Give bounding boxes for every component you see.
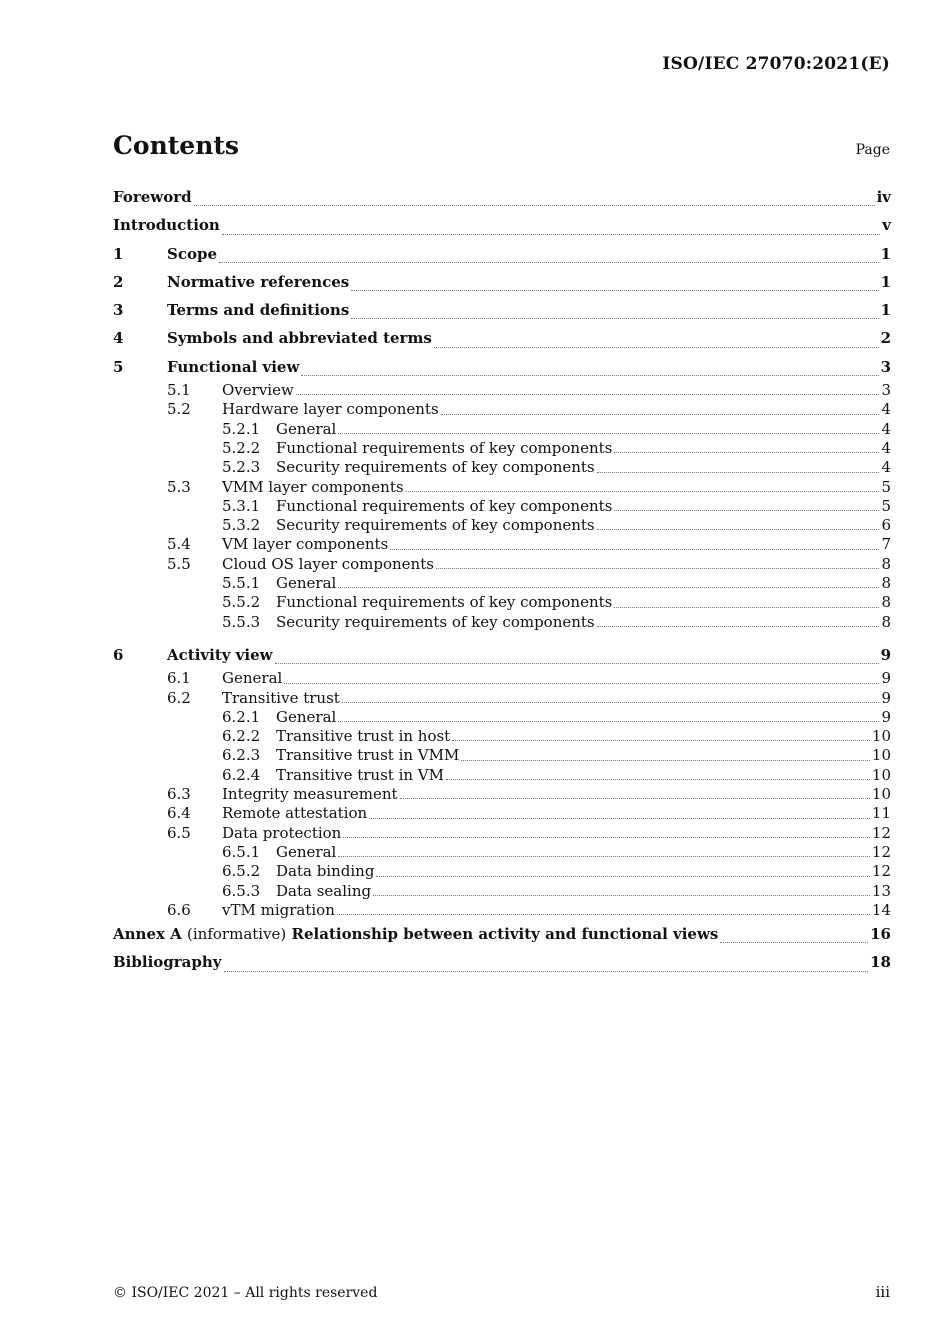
document-id: ISO/IEC 27070:2021(E)	[662, 54, 890, 74]
toc-entry-number: 5.1	[167, 381, 191, 400]
page-column-label: Page	[855, 142, 890, 158]
toc-entry-number: 5.4	[167, 535, 191, 554]
toc-entry-page: 10	[871, 746, 891, 765]
dot-leader	[338, 433, 879, 434]
toc-entry[interactable]	[113, 516, 891, 535]
toc-entry-title: Terms and definitions	[167, 301, 350, 320]
toc-entry-number: 5.5	[167, 554, 191, 573]
annex-title: Relationship between activity and functional views	[291, 925, 719, 944]
dot-leader	[452, 740, 870, 741]
toc-entry-page: 3	[881, 381, 891, 400]
toc-entry[interactable]	[113, 593, 891, 612]
toc-entry-number: 4	[113, 329, 124, 348]
toc-entry-number: 5	[113, 357, 124, 376]
toc-entry-title: vTM migration	[222, 900, 335, 919]
toc-entry-title: Remote attestation	[222, 804, 368, 823]
toc-entry-title: VM layer components	[222, 535, 389, 554]
toc-entry-number: 6.1	[167, 669, 191, 688]
toc-entry-number: 5.2	[167, 400, 191, 419]
toc-entry-title: Overview	[222, 381, 294, 400]
toc-entry[interactable]	[113, 268, 891, 296]
toc-entry-title: Data sealing	[276, 881, 372, 900]
toc-entry-number: 5.5.2	[222, 593, 261, 612]
annex-label: Annex A	[113, 925, 182, 944]
toc-entry-number: 5.5.1	[222, 574, 261, 593]
toc-entry-title: Data binding	[276, 862, 375, 881]
dot-leader	[614, 510, 879, 511]
toc-entry[interactable]	[113, 901, 891, 920]
toc-entry-number: 6.3	[167, 785, 191, 804]
toc-entry-page: 8	[881, 612, 891, 631]
table-of-contents	[113, 183, 891, 977]
toc-entry-page: 10	[871, 727, 891, 746]
dot-leader	[224, 971, 869, 972]
toc-entry[interactable]	[113, 689, 891, 708]
toc-entry-page: 18	[870, 953, 891, 972]
toc-entry-number: 1	[113, 244, 124, 263]
toc-entry-number: 5.2.2	[222, 438, 261, 457]
toc-entry-title: Functional requirements of key components	[276, 438, 613, 457]
toc-entry[interactable]	[113, 669, 891, 688]
toc-entry[interactable]	[113, 420, 891, 439]
toc-entry-title: Symbols and abbreviated terms	[167, 329, 432, 348]
toc-entry-title: Functional requirements of key components	[276, 496, 613, 515]
toc-entry-number: 6	[113, 645, 124, 664]
dot-leader	[219, 262, 879, 263]
toc-entry[interactable]	[113, 785, 891, 804]
toc-entry-number: 6.4	[167, 804, 191, 823]
toc-entry[interactable]	[113, 211, 891, 239]
toc-entry-number: 5.3	[167, 477, 191, 496]
toc-entry-number: 6.2.4	[222, 765, 261, 784]
toc-entry[interactable]	[113, 746, 891, 765]
toc-entry-page: 8	[881, 574, 891, 593]
toc-entry[interactable]	[113, 296, 891, 324]
dot-leader	[369, 818, 870, 819]
toc-entry[interactable]	[113, 381, 891, 400]
toc-entry-number: 5.2.3	[222, 458, 261, 477]
toc-entry[interactable]	[113, 824, 891, 843]
dot-leader	[446, 779, 870, 780]
dot-leader	[351, 290, 878, 291]
toc-entry[interactable]	[113, 183, 891, 211]
toc-entry[interactable]	[113, 727, 891, 746]
toc-entry-title: Transitive trust in host	[276, 727, 451, 746]
toc-entry-page: 4	[881, 458, 891, 477]
page-title: Contents	[113, 131, 240, 160]
dot-leader	[400, 798, 870, 799]
toc-entry-annex-a[interactable]	[113, 920, 891, 948]
dot-leader	[338, 721, 879, 722]
toc-entry-page: 10	[871, 765, 891, 784]
toc-entry-page: 3	[880, 357, 891, 376]
toc-entry-title: Functional view	[167, 357, 300, 376]
dot-leader	[597, 472, 880, 473]
toc-entry-title: Transitive trust in VM	[276, 765, 444, 784]
dot-leader	[342, 702, 880, 703]
toc-entry-title: Introduction	[113, 216, 220, 235]
dot-leader	[436, 568, 880, 569]
toc-entry-page: 9	[881, 669, 891, 688]
toc-entry[interactable]	[113, 324, 891, 352]
toc-entry-title: Activity view	[167, 645, 273, 664]
dot-leader	[720, 942, 868, 943]
toc-entry-number: 6.6	[167, 900, 191, 919]
toc-entry[interactable]	[113, 804, 891, 823]
toc-entry-title: Scope	[167, 244, 218, 263]
dot-leader	[343, 837, 870, 838]
toc-entry[interactable]	[113, 882, 891, 901]
toc-entry-number: 5.2.1	[222, 419, 261, 438]
dot-leader	[275, 663, 879, 664]
dot-leader	[597, 626, 880, 627]
toc-entry-page: 8	[881, 593, 891, 612]
toc-entry-number: 6.2.2	[222, 727, 261, 746]
toc-entry-number: 6.5.1	[222, 842, 261, 861]
toc-entry[interactable]	[113, 458, 891, 477]
toc-entry-page: 1	[880, 244, 891, 263]
toc-entry[interactable]	[113, 240, 891, 268]
dot-leader	[296, 394, 880, 395]
toc-entry-page: v	[882, 216, 891, 235]
toc-entry-page: 14	[871, 900, 891, 919]
toc-entry-page: 12	[871, 823, 891, 842]
toc-entry-number: 6.5.2	[222, 862, 261, 881]
toc-entry-page: 16	[870, 925, 891, 944]
toc-entry-page: 7	[881, 535, 891, 554]
toc-entry-page: 1	[880, 272, 891, 291]
toc-entry-title: Data protection	[222, 823, 342, 842]
toc-entry-title: Functional requirements of key components	[276, 593, 613, 612]
toc-entry-title	[113, 920, 718, 948]
toc-entry-page: 2	[880, 329, 891, 348]
toc-entry[interactable]	[113, 555, 891, 574]
toc-entry-title: Cloud OS layer components	[222, 554, 434, 573]
toc-entry[interactable]	[113, 353, 891, 381]
toc-entry[interactable]	[113, 497, 891, 516]
dot-leader	[301, 375, 878, 376]
toc-entry-page: 9	[881, 707, 891, 726]
toc-entry-title: VMM layer components	[222, 477, 404, 496]
dot-leader	[222, 234, 880, 235]
toc-entry-page: 13	[871, 881, 891, 900]
toc-entry-page: 5	[881, 496, 891, 515]
toc-entry[interactable]	[113, 843, 891, 862]
toc-entry-title: Security requirements of key components	[276, 612, 595, 631]
toc-entry-number: 6.5	[167, 823, 191, 842]
toc-entry-number: 5.3.2	[222, 516, 261, 535]
toc-entry[interactable]	[113, 613, 891, 632]
toc-entry-page: 10	[871, 785, 891, 804]
dot-leader	[337, 914, 870, 915]
toc-entry-title: General	[276, 707, 337, 726]
dot-leader	[284, 683, 879, 684]
toc-entry-title: Foreword	[113, 188, 192, 206]
toc-entry-number: 6.2	[167, 688, 191, 707]
toc-entry[interactable]	[113, 439, 891, 458]
toc-entry[interactable]	[113, 766, 891, 785]
dot-leader	[194, 205, 875, 206]
toc-entry-title: General	[276, 419, 337, 438]
dot-leader	[434, 347, 879, 348]
dot-leader	[614, 607, 879, 608]
toc-entry-bibliography[interactable]	[113, 948, 891, 976]
dot-leader	[376, 876, 869, 877]
toc-entry-title: Integrity measurement	[222, 785, 398, 804]
toc-entry-page: 11	[871, 804, 891, 823]
toc-entry-number: 6.2.3	[222, 746, 261, 765]
toc-entry-page: 1	[880, 301, 891, 320]
toc-entry-page: 5	[881, 477, 891, 496]
toc-entry-number: 6.5.3	[222, 881, 261, 900]
toc-entry[interactable]	[113, 535, 891, 554]
toc-entry[interactable]	[113, 574, 891, 593]
toc-entry[interactable]	[113, 862, 891, 881]
copyright-notice: © ISO/IEC 2021 – All rights reserved	[113, 1285, 378, 1301]
toc-entry-page: 9	[881, 688, 891, 707]
toc-entry-page: 8	[881, 554, 891, 573]
toc-entry-number: 5.5.3	[222, 612, 261, 631]
toc-entry[interactable]	[113, 708, 891, 727]
toc-entry-title: Security requirements of key components	[276, 458, 595, 477]
toc-entry[interactable]	[113, 641, 891, 669]
dot-leader	[614, 452, 879, 453]
dot-leader	[338, 587, 879, 588]
page-number: iii	[875, 1283, 890, 1301]
annex-type: (informative)	[187, 925, 287, 944]
toc-entry-title: Security requirements of key components	[276, 516, 595, 535]
toc-entry-page: 4	[881, 419, 891, 438]
toc-entry-title: General	[276, 842, 337, 861]
toc-entry-number: 6.2.1	[222, 707, 261, 726]
toc-entry-page: 12	[871, 842, 891, 861]
dot-leader	[441, 414, 880, 415]
toc-entry-page: 12	[871, 862, 891, 881]
toc-entry-number: 2	[113, 272, 124, 291]
toc-entry[interactable]	[113, 478, 891, 497]
toc-entry-title: Transitive trust in VMM	[276, 746, 460, 765]
toc-entry-title: General	[222, 669, 283, 688]
dot-leader	[406, 491, 880, 492]
toc-entry[interactable]	[113, 400, 891, 419]
dot-leader	[373, 895, 870, 896]
toc-entry-title: Transitive trust	[222, 688, 340, 707]
toc-entry-page: iv	[876, 188, 891, 206]
dot-leader	[338, 856, 870, 857]
toc-entry-page: 4	[881, 438, 891, 457]
toc-entry-page: 4	[881, 400, 891, 419]
toc-entry-number: 3	[113, 301, 124, 320]
dot-leader	[461, 760, 870, 761]
dot-leader	[351, 318, 878, 319]
toc-entry-number: 5.3.1	[222, 496, 261, 515]
toc-entry-title: Hardware layer components	[222, 400, 439, 419]
toc-entry-title: Normative references	[167, 272, 350, 291]
dot-leader	[390, 549, 879, 550]
toc-entry-title: General	[276, 574, 337, 593]
dot-leader	[597, 529, 880, 530]
toc-entry-page: 6	[881, 516, 891, 535]
toc-entry-title: Bibliography	[113, 953, 222, 972]
toc-entry-page: 9	[880, 645, 891, 664]
